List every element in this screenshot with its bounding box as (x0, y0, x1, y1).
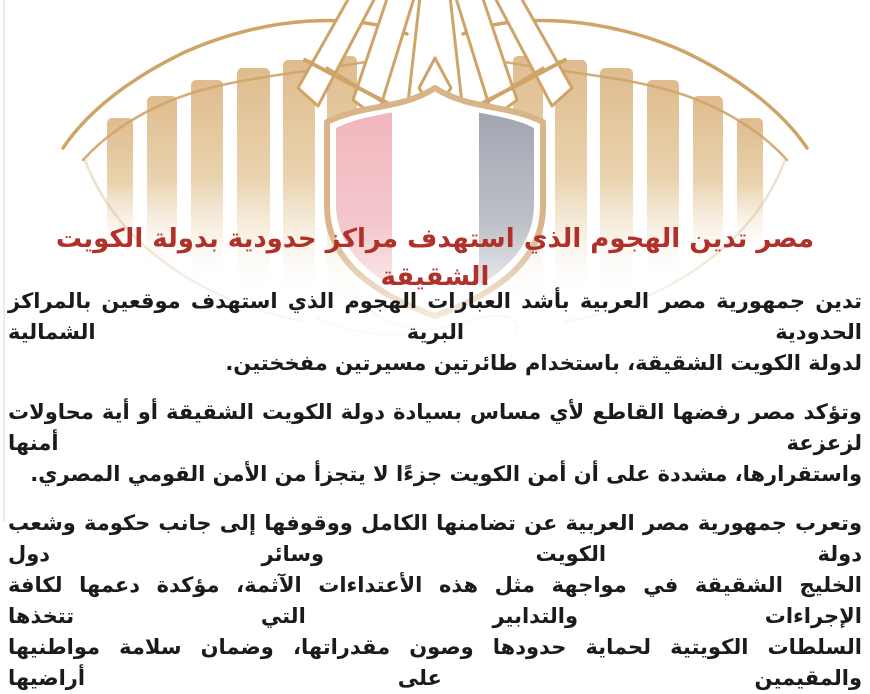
statement-body (8, 286, 862, 690)
body-line: تدين جمهورية مصر العربية بأشد العبارات الهجوم الذي استهدف موقعين بالمراكز الحدودية البرية الشمالية (8, 289, 862, 344)
body-line: وتؤكد مصر رفضها القاطع لأي مساس بسيادة دولة الكويت الشقيقة أو أية محاولات لزعزعة أمنها (8, 400, 862, 455)
paragraph (8, 286, 862, 379)
body-line: السلطات الكويتية لحماية حدودها وصون مقدراتها، وضمان سلامة مواطنيها والمقيمين على أراضيها (8, 635, 862, 690)
paragraph (8, 508, 862, 694)
body-line: واستقرارها، مشددة على أن أمن الكويت جزءًا لا يتجزأ من الأمن القومي المصري. (30, 462, 862, 486)
body-line: الخليج الشقيقة في مواجهة مثل هذه الأعتداءات الآثمة، مؤكدة دعمها لكافة الإجراءات والتدابير التي تتخذها (8, 573, 862, 628)
page-title: مصر تدين الهجوم الذي استهدف مراكز حدودية بدولة الكويت الشقيقة (55, 224, 815, 292)
body-line: لدولة الكويت الشقيقة، باستخدام طائرتين مسيرتين مفخختين. (225, 351, 862, 375)
page-left-edge-line (3, 0, 5, 522)
paragraph (8, 397, 862, 490)
body-line: وتعرب جمهورية مصر العربية عن تضامنها الكامل ووقوفها إلى جانب حكومة وشعب دولة الكويت وسائر دول (8, 511, 862, 566)
